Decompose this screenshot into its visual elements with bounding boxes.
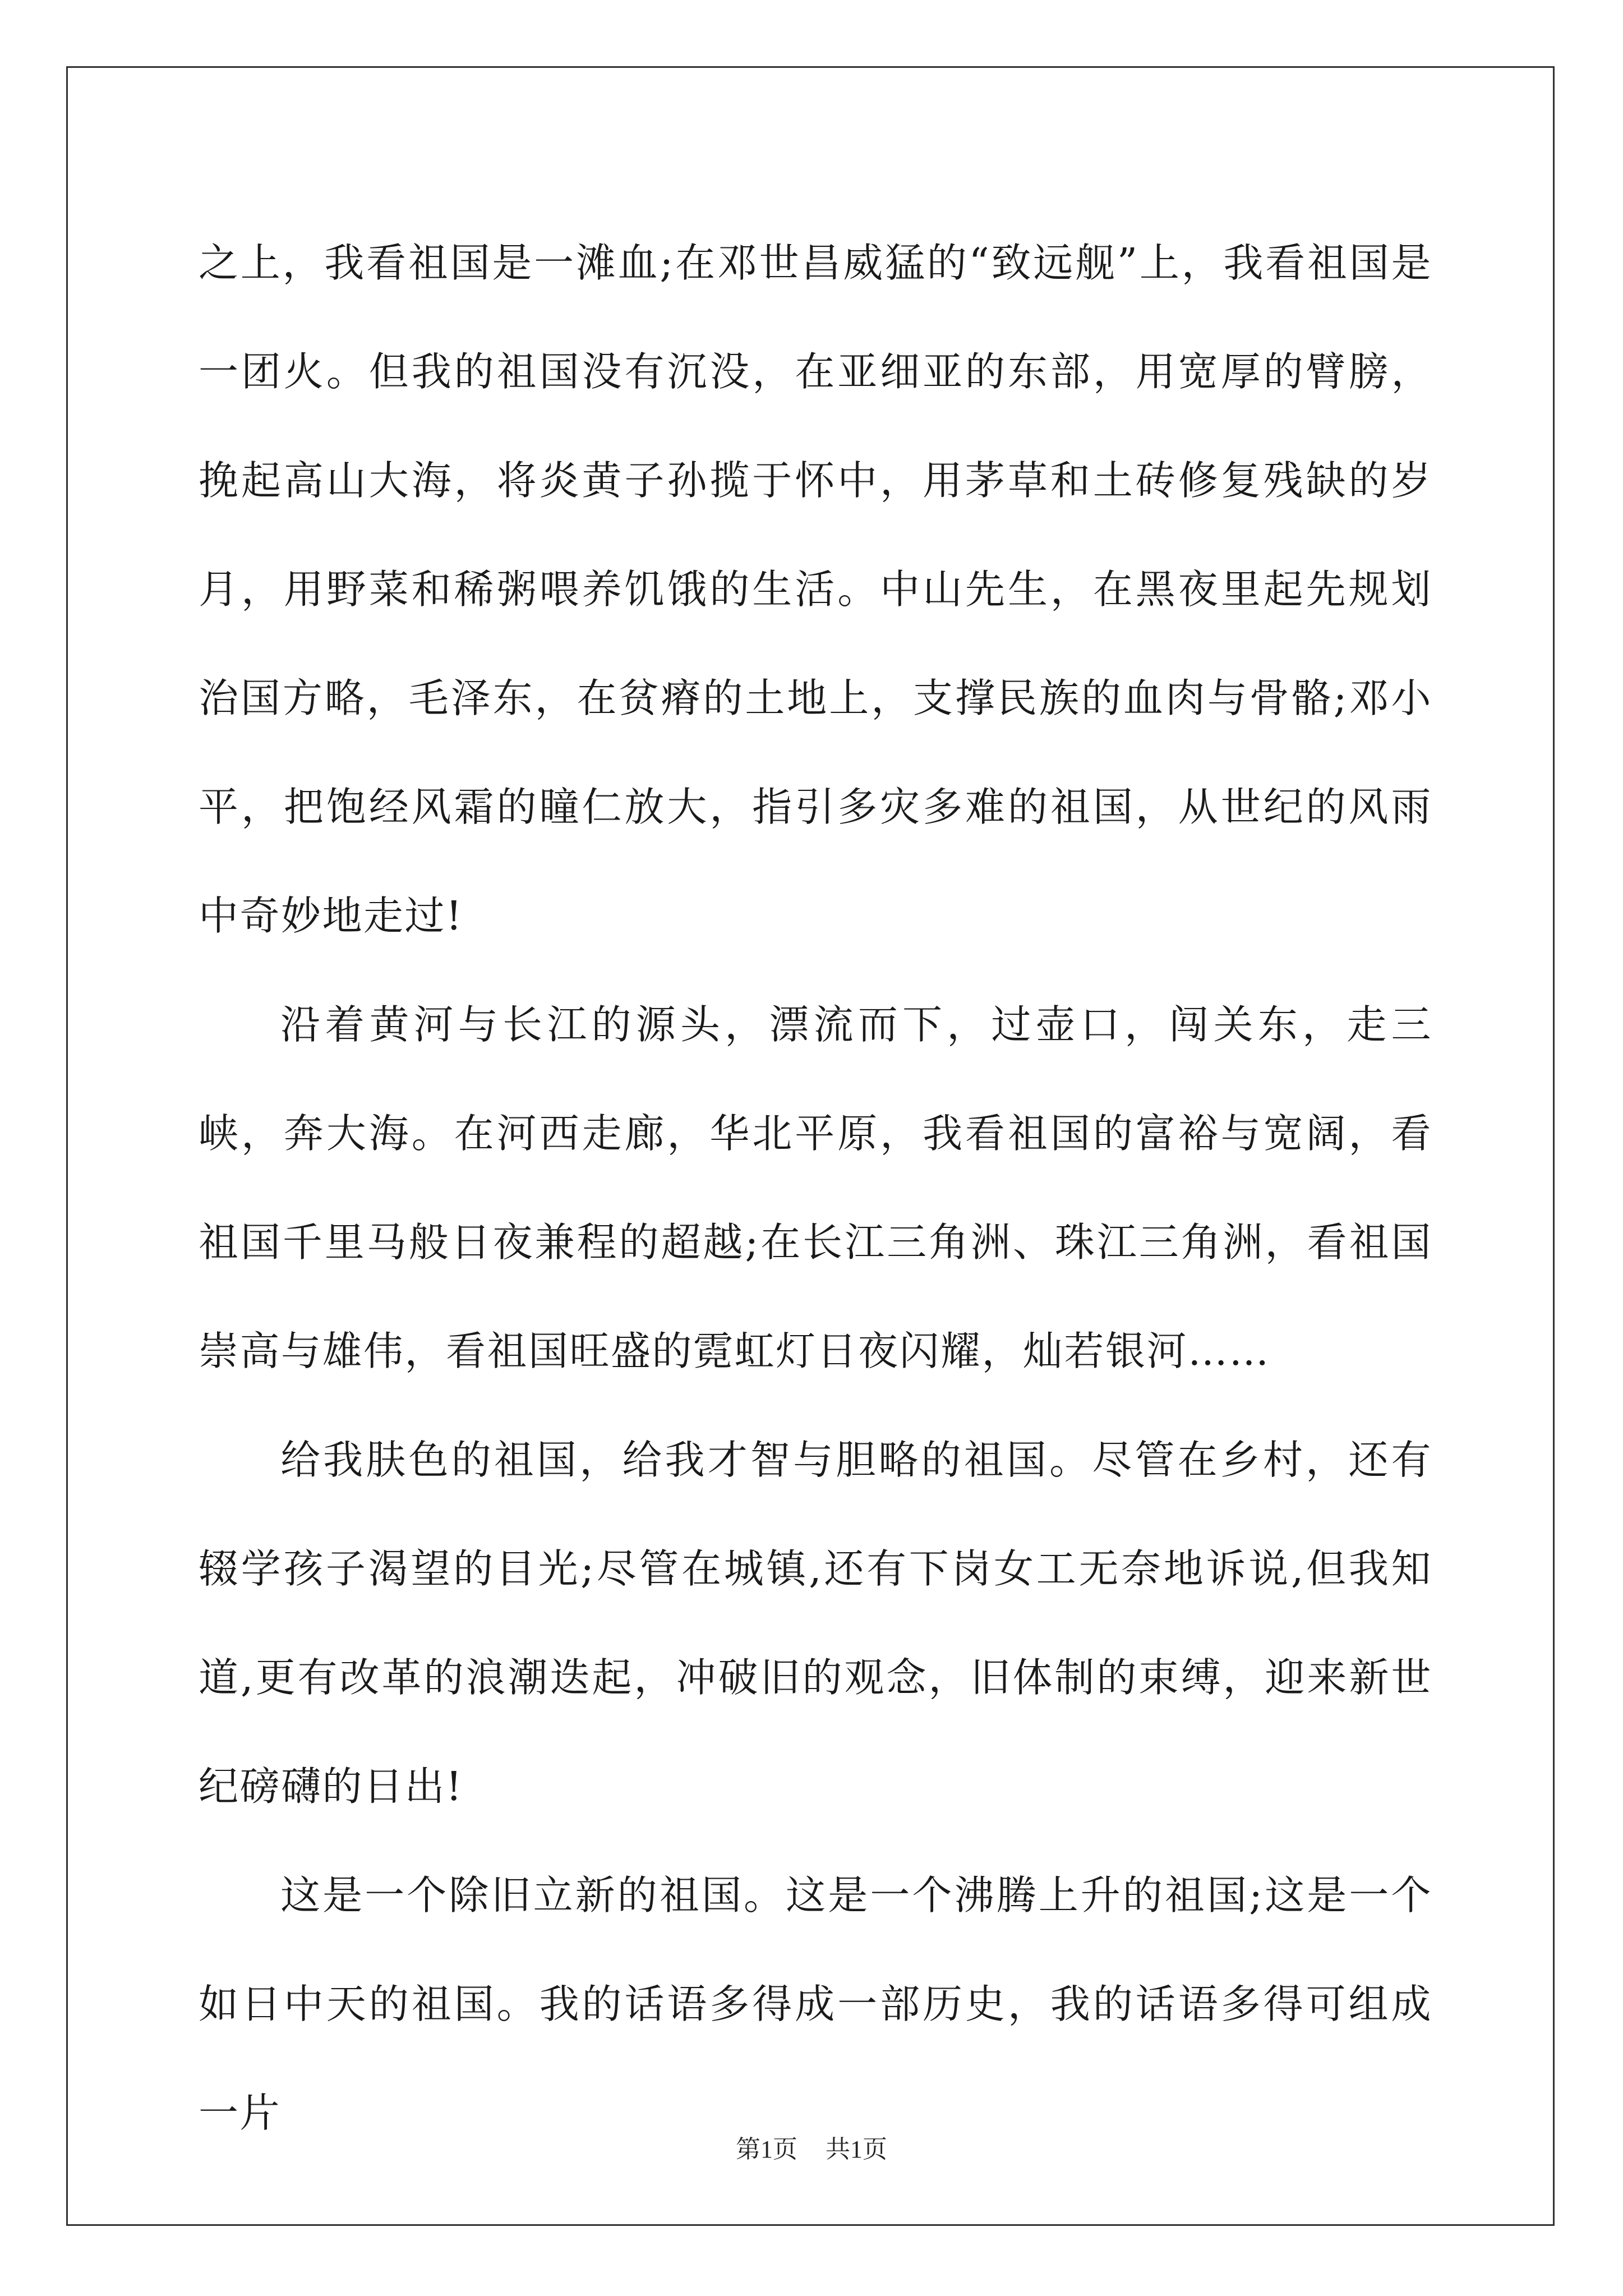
paragraph-4: 这是一个除旧立新的祖国。这是一个沸腾上升的祖国;这是一个如日中天的祖国。我的话语多得成一部历史，我的话语多得可组成一片 xyxy=(199,1872,1432,2136)
paragraph-1: 之上，我看祖国是一滩血;在邓世昌威猛的“致远舰”上，我看祖国是一团火。但我的祖国没有沉没，在亚细亚的东部，用宽厚的臂膀，挽起高山大海，将炎黄子孙揽于怀中，用茅草和土砖修复残缺的岁月，用野菜和稀粥喂养饥饿的生活。中山先生，在黑夜里起先规划治国方略，毛泽东，在贫瘠的土地上，支撑民族的血肉与骨骼;邓小平，把饱经风霜的瞳仁放大，指引多灾多难的祖国，从世纪的风雨中奇妙地走过! xyxy=(199,240,1432,939)
page-number-current: 第1页 xyxy=(736,2136,797,2163)
page-footer xyxy=(0,2129,1623,2165)
paragraph-3: 给我肤色的祖国，给我才智与胆略的祖国。尽管在乡村，还有辍学孩子渴望的目光;尽管在城镇,还有下岗女工无奈地诉说,但我知道,更有改革的浪潮迭起，冲破旧的观念，旧体制的束缚，迎来新世纪磅礴的日出! xyxy=(199,1437,1432,1810)
page-number-total: 共1页 xyxy=(826,2136,887,2163)
document-body xyxy=(199,209,1432,2168)
paragraph-2: 沿着黄河与长江的源头，漂流而下，过壶口，闯关东，走三峡，奔大海。在河西走廊，华北平原，我看祖国的富裕与宽阔，看祖国千里马般日夜兼程的超越;在长江三角洲、珠江三角洲，看祖国崇高与雄伟，看祖国旺盛的霓虹灯日夜闪耀，灿若银河…… xyxy=(199,1001,1432,1374)
